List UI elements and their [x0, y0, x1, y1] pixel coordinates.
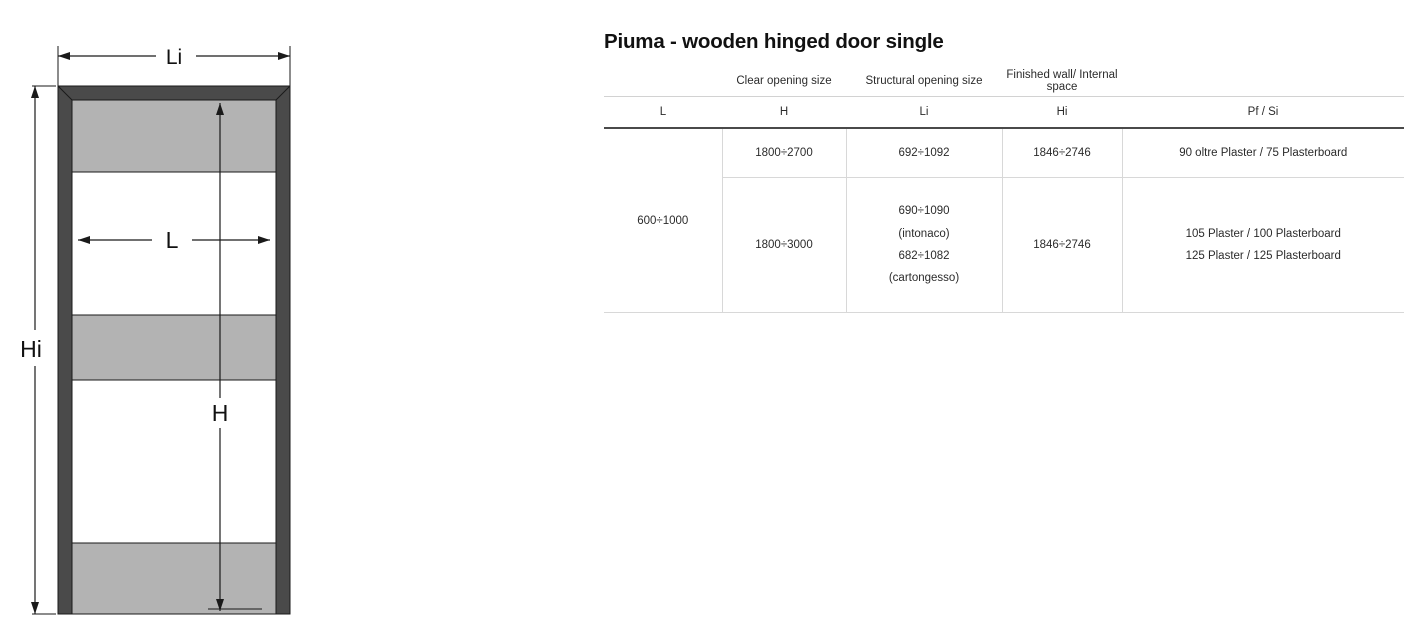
cell-H-row2: 1800÷3000	[722, 178, 846, 313]
table-column-header-row	[604, 97, 1404, 129]
cell-Li-row2-line4: (cartongesso)	[888, 272, 960, 285]
door-panel-2	[72, 315, 276, 380]
h-label: H	[211, 400, 229, 426]
table-group-header-row	[604, 66, 1404, 97]
group-header-structural-opening: Structural opening size	[846, 66, 1002, 97]
hi-arrow-top	[31, 86, 39, 98]
cell-L-range: 600÷1000	[604, 128, 722, 313]
hi-arrow-bottom	[31, 602, 39, 614]
hi-label: Hi	[20, 336, 42, 362]
li-arrow-left	[58, 52, 70, 60]
specification-panel	[604, 0, 1404, 628]
column-header-H: H	[722, 97, 846, 129]
column-header-PfSi: Pf / Si	[1122, 97, 1404, 129]
li-arrow-right	[278, 52, 290, 60]
cell-Li-row2-line1: 690÷1090	[898, 205, 950, 218]
column-header-Li: Li	[846, 97, 1002, 129]
group-header-clear-opening: Clear opening size	[722, 66, 846, 97]
door-technical-drawing	[0, 0, 600, 628]
group-header-finished-wall: Finished wall/ Internal space	[1002, 66, 1122, 97]
table-row	[604, 128, 1404, 178]
column-header-Hi: Hi	[1002, 97, 1122, 129]
table-row	[604, 178, 1404, 313]
cell-Hi-row1: 1846÷2746	[1002, 128, 1122, 178]
cell-Li-row2-line2: (intonaco)	[898, 227, 950, 240]
cell-PfSi-row2-line2: 125 Plaster / 125 Plasterboard	[1185, 250, 1341, 262]
cell-Li-row1	[846, 128, 1002, 178]
cell-PfSi-row2-line1: 105 Plaster / 100 Plasterboard	[1185, 227, 1341, 240]
drawing-svg	[0, 0, 600, 628]
cell-Li-row2-line3: 682÷1082	[898, 250, 950, 262]
cell-PfSi-row2	[1122, 178, 1404, 313]
cell-H-row1: 1800÷2700	[722, 128, 846, 178]
page-title: Piuma - wooden hinged door single	[604, 30, 944, 53]
cell-Hi-row2: 1846÷2746	[1002, 178, 1122, 313]
group-header-spacer	[1122, 66, 1404, 97]
cell-Li-row1-line1: 692÷1092	[898, 146, 950, 159]
specification-table	[604, 66, 1404, 313]
cell-PfSi-row1	[1122, 128, 1404, 178]
group-header-blank	[604, 66, 722, 97]
li-label: Li	[165, 46, 183, 69]
door-panel-3	[72, 543, 276, 614]
door-panel-1	[72, 100, 276, 172]
l-label: L	[165, 227, 179, 253]
column-header-L: L	[604, 97, 722, 129]
cell-Li-row2	[846, 178, 1002, 313]
cell-PfSi-row1-line1: 90 oltre Plaster / 75 Plasterboard	[1179, 146, 1348, 159]
